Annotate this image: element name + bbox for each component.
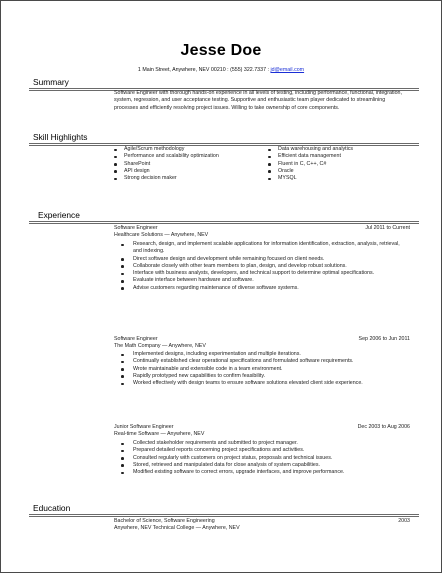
- skill-item: SharePoint: [114, 161, 259, 168]
- skill-item: Performance and scalability optimization: [114, 153, 259, 160]
- skill-item: Fluent in C, C++, C#: [268, 161, 413, 168]
- skills-right-column: [268, 146, 413, 182]
- job-bullet: Direct software design and development while remaining focused on client needs.: [114, 256, 404, 263]
- job-bullet: Collaborate closely with other team members to plan, design, and develop robust solutions.: [114, 263, 404, 270]
- skills-right-list: [268, 146, 413, 182]
- skill-item: Agile/Scrum methodology: [114, 146, 259, 153]
- job-header: [114, 424, 410, 439]
- skill-item: Strong decision maker: [114, 175, 259, 182]
- contact-line: [1, 67, 441, 73]
- job-dates: Jul 2011 to Current: [365, 225, 410, 231]
- job-bullet: Modified existing software to correct errors, upgrade interfaces, and improve performance.: [114, 469, 404, 476]
- job-header: [114, 336, 410, 351]
- job-bullet: Worked effectively with design teams to ensure software solutions elevated client side experience.: [114, 380, 404, 387]
- job-bullet: Interface with business analysts, developers, and technical support to determine optimal specifications.: [114, 270, 404, 277]
- job-bullet: Stored, retrieved and manipulated data for close analysis of system capabilities.: [114, 462, 404, 469]
- school: Anywhere, NEV Technical College — Anywhere, NEV: [114, 525, 240, 532]
- summary-title: Summary: [33, 77, 69, 87]
- job-company: The Math Company — Anywhere, NEV: [114, 343, 206, 350]
- email-link[interactable]: jd@email.com: [270, 67, 305, 73]
- graduation-year: 2003: [398, 518, 410, 524]
- skills-left-list: [114, 146, 259, 182]
- job-company: Real-time Software — Anywhere, NEV: [114, 431, 205, 438]
- job-bullet: Research, design, and implement scalable applications for information identification, extraction, analysis, retrieval, and indexing.: [114, 241, 404, 256]
- skills-title: Skill Highlights: [33, 132, 88, 142]
- job-bullets: [114, 351, 404, 387]
- education-title: Education: [33, 503, 71, 513]
- education-divider: [29, 514, 419, 517]
- job-bullet: Consulted regularly with customers on project status, proposals and technical issues.: [114, 455, 404, 462]
- job-dates: Sep 2006 to Jun 2011: [358, 336, 410, 342]
- job-title: Software Engineer: [114, 336, 158, 342]
- skill-item: Data warehousing and analytics: [268, 146, 413, 153]
- job-bullet: Advise customers regarding maintenance of diverse software systems.: [114, 285, 404, 292]
- candidate-name: Jesse Doe: [180, 42, 262, 59]
- education-entry: [114, 518, 410, 533]
- job-bullet: Evaluate interface between hardware and software.: [114, 277, 404, 284]
- job-bullet: Continually established clear operational specifications and formulated software requirements.: [114, 358, 404, 365]
- skills-left-column: [114, 146, 259, 182]
- job-title: Junior Software Engineer: [114, 424, 174, 430]
- summary-text: Software Engineer with thorough hands-on experience in all levels of testing, including performance, functional, integration, system, regression, and user acceptance testing. Supportive and enthusiastic team player dedicated to streamlining processes and efficiently resolving project issues. Willing to take ownership of core components.: [114, 90, 402, 111]
- job-bullets: [114, 440, 404, 476]
- experience-divider: [29, 221, 419, 224]
- skill-item: Oracle: [268, 168, 413, 175]
- degree: Bachelor of Science, Software Engineering: [114, 518, 215, 524]
- job-bullet: Implemented designs, including experimentation and multiple iterations.: [114, 351, 404, 358]
- job-header: [114, 225, 410, 240]
- job-title: Software Engineer: [114, 225, 158, 231]
- job-bullet: Collected stakeholder requirements and submitted to project manager.: [114, 440, 404, 447]
- experience-title: Experience: [38, 210, 80, 220]
- job-bullet: Prepared detailed reports concerning project specifications and activities.: [114, 447, 404, 454]
- job-bullet: Wrote maintainable and extensible code in a team environment.: [114, 366, 404, 373]
- job-company: Healthcare Solutions — Anywhere, NEV: [114, 232, 209, 239]
- skill-item: Efficient data management: [268, 153, 413, 160]
- job-bullets: [114, 241, 404, 292]
- job-bullet: Rapidly prototyped new capabilities to confirm feasibility.: [114, 373, 404, 380]
- job-dates: Dec 2003 to Aug 2006: [357, 424, 410, 430]
- contact-info: 1 Main Street, Anywhere, NEV 00210 : (555) 322.7337 :: [137, 67, 271, 73]
- skill-item: MYSQL: [268, 175, 413, 182]
- skill-item: API design: [114, 168, 259, 175]
